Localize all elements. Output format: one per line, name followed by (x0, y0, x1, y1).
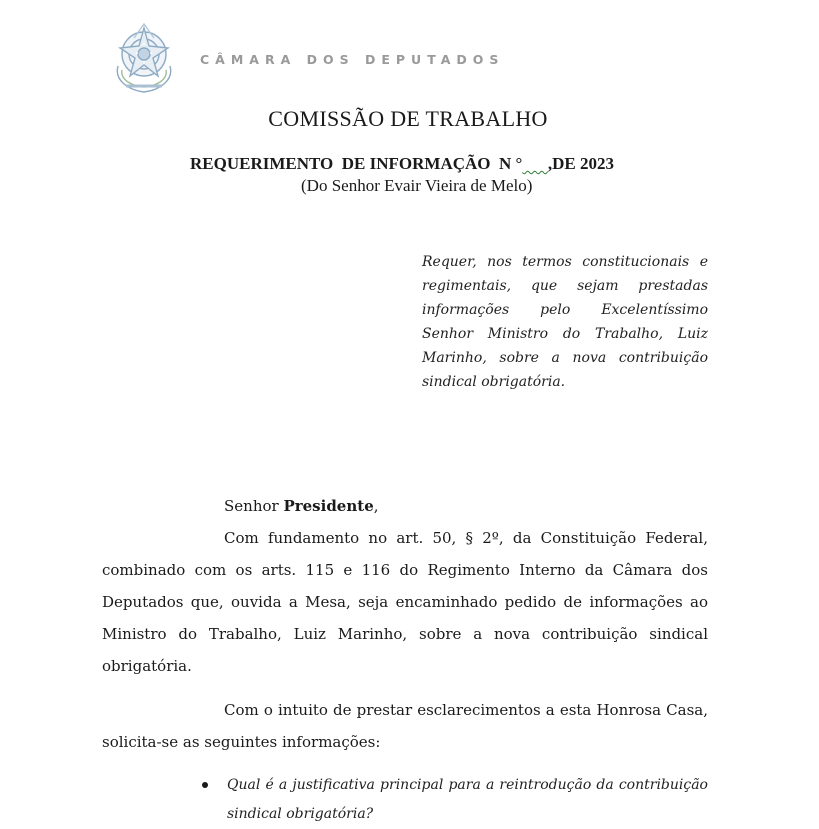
salutation-prefix: Senhor (224, 497, 284, 515)
request-number-mark: ° (515, 154, 523, 173)
salutation-addressee: Presidente (283, 497, 374, 515)
request-title-suffix: ,DE 2023 (547, 154, 614, 173)
ementa: Requer, nos termos constitucionais e regimentais, que sejam prestadas informações pelo Excelentíssimo Senhor Ministro do Trabalho, Luiz Marinho, sobre a nova contribuição sindical obrigatória. (422, 254, 708, 390)
paragraph: Com o intuito de prestar esclarecimentos a esta Honrosa Casa, solicita-se as seguintes informações: (102, 701, 708, 751)
commission-title: COMISSÃO DE TRABALHO (268, 106, 548, 131)
request-number-blank (522, 154, 548, 173)
salutation-suffix: , (373, 497, 379, 515)
question-text: Qual é a justificativa principal para a reintrodução da contribuição sindical obrigatória? (227, 777, 708, 822)
request-title-prefix: REQUERIMENTO DE INFORMAÇÃO N (190, 154, 516, 173)
brazil-coat-of-arms-icon (104, 20, 184, 100)
salutation (102, 490, 708, 522)
request-author: (Do Senhor Evair Vieira de Melo) (301, 176, 533, 195)
request-title (190, 154, 614, 174)
bullet-icon (202, 782, 208, 788)
paragraph: Com fundamento no art. 50, § 2º, da Constituição Federal, combinado com os arts. 115 e 116 do Regimento Interno da Câmara dos Deputados que, ouvida a Mesa, seja encaminhado pedido de informações ao Ministro do Trabalho, Luiz Marinho, sobre a nova contribuição sindical obrigatória. (102, 529, 708, 675)
chamber-name: CÂMARA DOS DEPUTADOS (200, 52, 505, 67)
